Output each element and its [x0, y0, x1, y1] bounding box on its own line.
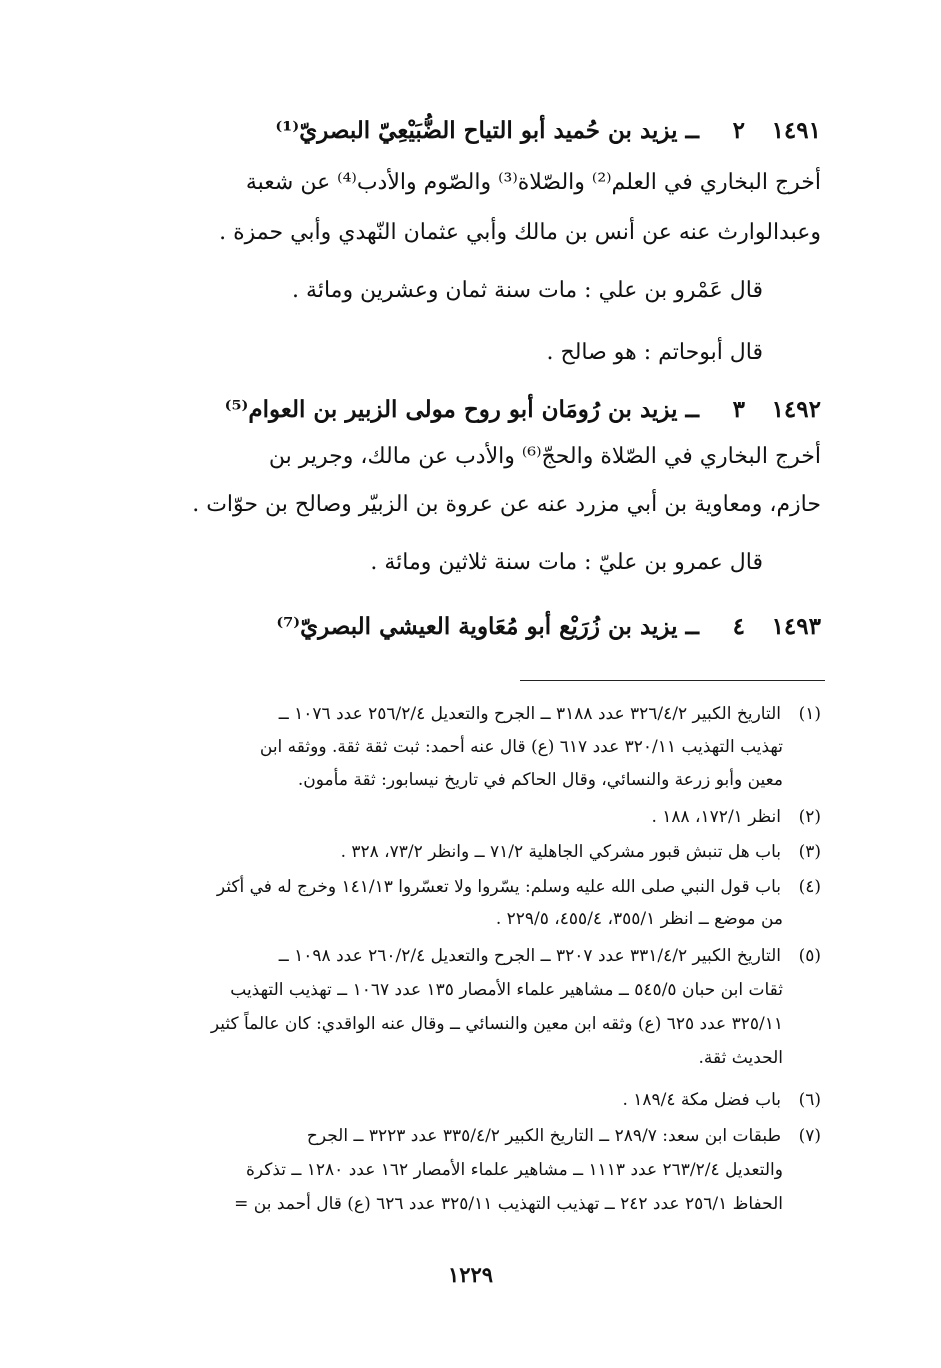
- entry-heading: [120, 612, 821, 642]
- entry-heading: [120, 116, 821, 146]
- footnote-line: [120, 1124, 821, 1148]
- footnote-text: معين وأبو زرعة والنسائي، وقال الحاكم في تاريخ نيسابور: ثقة مأمون.: [297, 770, 783, 790]
- entry-title: ــ يزيد بن حُميد أبو التياح الضُّبَيْعِيّ البصريّ⁽¹⁾: [275, 117, 699, 144]
- entry-quote: قال عمرو بن عليّ : مات سنة ثلاثين ومائة .: [370, 550, 763, 575]
- footnote-text: التاريخ الكبير ٣٢٦/٤/٢ عدد ٣١٨٨ ــ الجرح والتعديل ٢٥٦/٢/٤ عدد ١٠٧٦ ــ: [278, 704, 781, 724]
- entry-body-line: وعبدالوارث عنه عن أنس بن مالك وأبي عثمان النّهدي وأبي حمزة .: [219, 220, 821, 245]
- footnote-text: والتعديل ٢٦٣/٢/٤ عدد ١١١٣ ــ مشاهير علماء الأمصار ١٦٢ عدد ١٢٨٠ ــ تذكرة: [245, 1160, 783, 1180]
- footnote-text: ٣٢٥/١١ عدد ٦٢٥ (ع) وثقه ابن معين والنسائي ــ وقال عنه الواقدي: كان عالماً كثير: [210, 1014, 783, 1034]
- entry-body-line: أخرج البخاري في الصّلاة والحجّ⁽⁶⁾ والأدب عن مالك، وجرير بن: [268, 444, 821, 469]
- footnote-mark: (٢): [798, 807, 821, 827]
- footnote-line: [120, 1088, 821, 1112]
- footnote-text: من موضع ــ انظر ٣٥٥/١، ٤٥٥/٤، ٢٢٩/٥ .: [495, 909, 783, 929]
- footnote-divider: [520, 680, 825, 681]
- footnote-mark: (١): [798, 704, 821, 724]
- entry-quote: قال أبوحاتم : هو صالح .: [546, 340, 763, 365]
- entry-heading: [120, 395, 821, 425]
- entry-title: ــ يزيد بن زُرَيْع أبو مُعَاوية العيشي البصريّ⁽⁷⁾: [276, 613, 699, 640]
- entry-body-line: حازم، ومعاوية بن أبي مزرد عنه عن عروة بن الزبيّر وصالح بن حوّات .: [192, 492, 821, 517]
- entry-quote: قال عَمْرو بن علي : مات سنة ثمان وعشرين ومائة .: [292, 278, 763, 303]
- footnote-text: تهذيب التهذيب ٣٢٠/١١ عدد ٦١٧ (ع) قال عنه أحمد: ثبت ثقة ثقة. ووثقه ابن: [259, 737, 783, 757]
- footnote-text: باب فضل مكة ١٨٩/٤ .: [622, 1090, 781, 1110]
- footnote-text: ثقات ابن حبان ٥٤٥/٥ ــ مشاهير علماء الأمصار ١٣٥ عدد ١٠٦٧ ــ تهذيب التهذيب: [230, 980, 783, 1000]
- entry-body-line: أخرج البخاري في العلم⁽²⁾ والصّلاة⁽³⁾ والصّوم والأدب⁽⁴⁾ عن شعبة: [245, 170, 821, 195]
- footnote-text: طبقات ابن سعد: ٢٨٩/٧ ــ التاريخ الكبير ٣٣٥/٤/٢ عدد ٣٢٢٣ ــ الجرح: [306, 1126, 781, 1146]
- entry-title: ــ يزيد بن رُومَان أبو روح مولى الزبير بن العوام⁽⁵⁾: [224, 396, 699, 423]
- footnote-line: [120, 702, 821, 726]
- footnote-mark: (٦): [798, 1090, 821, 1110]
- footnote-line: [120, 840, 821, 864]
- footnote-text: باب قول النبي صلى الله عليه وسلم: يسّروا ولا تعسّروا ١٤١/١٣ وخرج له في أكثر: [216, 877, 781, 897]
- entry-index: ٢: [732, 117, 745, 144]
- entry-number: ١٤٩١: [771, 117, 821, 144]
- footnote-mark: (٣): [798, 842, 821, 862]
- footnote-line: [120, 875, 821, 899]
- entry-number: ١٤٩٢: [771, 396, 821, 423]
- entry-index: ٣: [732, 396, 745, 423]
- footnote-line: [120, 944, 821, 968]
- footnote-mark: (٤): [798, 877, 821, 897]
- footnote-text: التاريخ الكبير ٣٣١/٤/٢ عدد ٣٢٠٧ ــ الجرح والتعديل ٢٦٠/٢/٤ عدد ١٠٩٨ ــ: [278, 946, 781, 966]
- footnote-line: [120, 805, 821, 829]
- footnote-mark: (٥): [798, 946, 821, 966]
- page-number: ١٢٢٩: [447, 1262, 494, 1287]
- entry-index: ٤: [732, 613, 745, 640]
- footnote-text: انظر ١٧٢/١، ١٨٨ .: [651, 807, 781, 827]
- footnote-text: الحفاظ ٢٥٦/١ عدد ٢٤٢ ــ تهذيب التهذيب ٣٢٥/١١ عدد ٦٢٦ (ع) قال أحمد بن =: [234, 1194, 783, 1214]
- footnote-text: باب هل تنبش قبور مشركي الجاهلية ٧١/٢ ــ وانظر ٧٣/٢، ٣٢٨ .: [340, 842, 781, 862]
- entry-number: ١٤٩٣: [771, 613, 821, 640]
- footnote-mark: (٧): [798, 1126, 821, 1146]
- footnote-text: الحديث ثقة.: [698, 1048, 783, 1068]
